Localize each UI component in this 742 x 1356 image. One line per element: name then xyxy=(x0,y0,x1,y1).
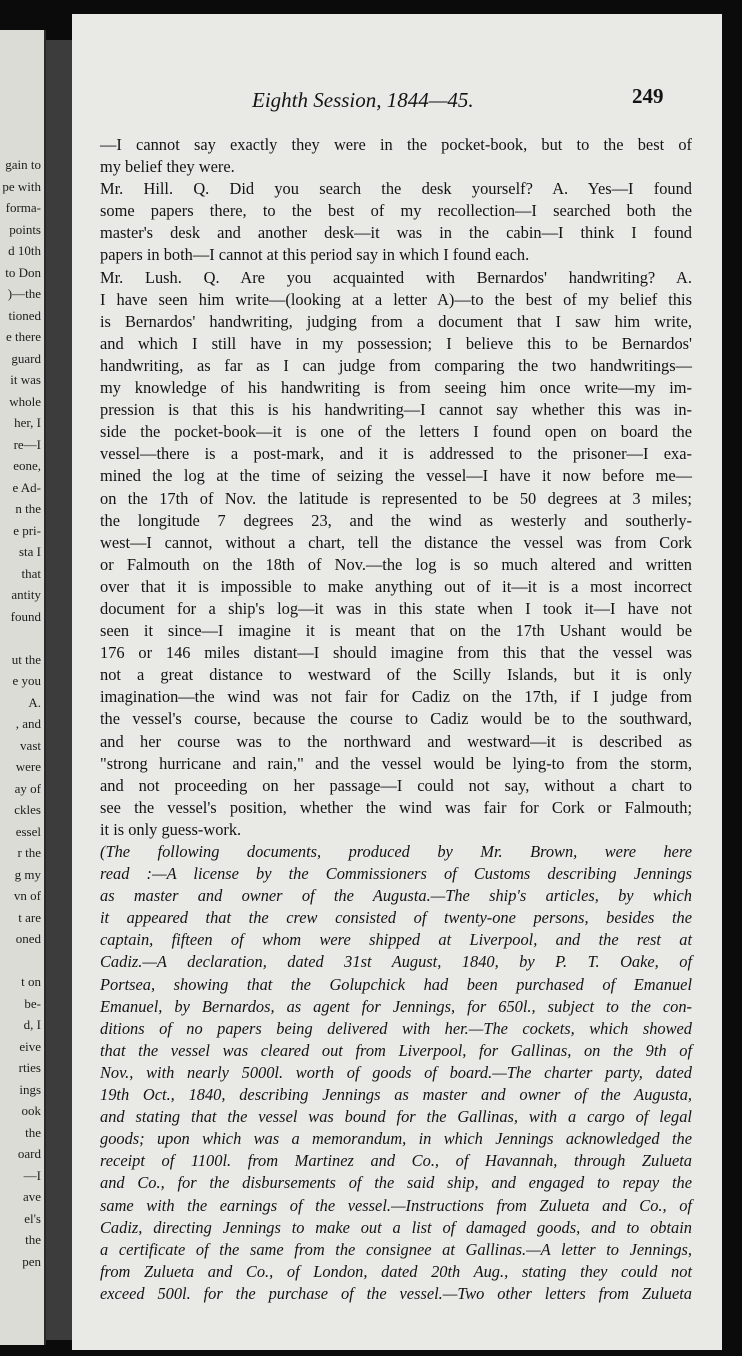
left-page-edge xyxy=(0,30,46,1345)
left-page-fragment: essel xyxy=(15,823,41,839)
left-page-fragment: re—I xyxy=(13,436,41,452)
text-line: exceed 500l. for the purchase of the vessel.—Two other letters from Zulueta xyxy=(100,1283,692,1303)
left-page-fragment: were xyxy=(15,759,41,774)
text-line: Mr. Lush. Q. Are you acquainted with Bernardos' handwriting? A. xyxy=(100,267,692,287)
text-line: seen it since—I imagine it is meant that on the 17th Ushant would be xyxy=(100,621,692,641)
left-page-fragment: be- xyxy=(24,995,41,1011)
text-line: master's desk and another desk—it was in the cabin—I think I found xyxy=(100,223,692,243)
left-page-fragment: gain to xyxy=(5,157,41,172)
left-page-fragment: ckles xyxy=(14,802,41,817)
text-line: it is only guess-work. xyxy=(100,819,242,839)
left-page-fragment: guard xyxy=(11,350,41,366)
text-line: some papers there, to the best of my recollection—I searched both the xyxy=(100,201,692,221)
left-page-fragment: A. xyxy=(28,694,41,710)
text-line: see the vessel's position, whether the wind was fair for Cork or Falmouth; xyxy=(100,797,692,817)
left-page-fragment: tioned xyxy=(8,307,41,323)
left-page-fragment: rties xyxy=(18,1060,41,1075)
left-page-fragment: e pri- xyxy=(13,522,41,538)
text-line: my knowledge of his handwriting is from seeing him once write—my im- xyxy=(100,378,692,398)
text-line: or Falmouth on the 18th of Nov.—the log is so much altered and written xyxy=(100,554,692,574)
left-page-fragment: e Ad- xyxy=(12,479,41,495)
text-line: is Bernardos' handwriting, judging from a document that I saw him write, xyxy=(100,311,692,331)
left-page-fragment: antity xyxy=(11,587,41,602)
text-line: read :—A license by the Commissioners of Customs describing Jennings xyxy=(100,864,692,884)
text-line: (The following documents, produced by Mr. Brown, were here xyxy=(100,842,692,861)
text-line: —I cannot say exactly they were in the pocket-book, but to the best of xyxy=(100,135,692,154)
left-page-fragment: the xyxy=(25,1232,41,1247)
left-page-fragment: oard xyxy=(17,1146,41,1161)
text-line: and which I still have in my possession; I believe this to be Bernardos' xyxy=(100,333,692,353)
text-line: and stating that the vessel was bound for the Gallinas, with a cargo of legal xyxy=(100,1107,692,1127)
left-page-fragment: d 10th xyxy=(8,243,41,258)
text-line: Portsea, showing that the Golupchick had been purchased of Emanuel xyxy=(100,974,692,994)
text-line: document for a ship's log—it was in this state when I took it—I have not xyxy=(100,598,692,618)
left-page-fragment: sta I xyxy=(18,544,41,559)
text-line: a certificate of the same from the consignee at Gallinas.—A letter to Jennings, xyxy=(100,1239,692,1259)
left-page-fragment: her, I xyxy=(14,415,41,430)
text-line: over that it is impossible to make anything out of it—it is a most incorrect xyxy=(100,576,692,596)
left-page-fragment: pen xyxy=(22,1253,41,1269)
text-line: Cadiz.—A declaration, dated 31st August, 1840, by P. T. Oake, of xyxy=(100,952,692,972)
page-header xyxy=(72,84,722,114)
left-page-fragment: e you xyxy=(12,673,41,688)
text-line: vessel—there is a post-mark, and it is addressed to the prisoner—I exa- xyxy=(100,444,692,464)
text-line: ditions of no papers being delivered with her.—The cockets, which showed xyxy=(100,1018,692,1038)
left-page-fragment: the xyxy=(25,1124,41,1140)
text-line: and Co., for the disbursements of the said ship, and engaged to repay the xyxy=(100,1173,692,1193)
text-line: west—I cannot, without a chart, tell the distance the vessel was from Cork xyxy=(100,532,692,552)
text-line: side the pocket-book—it is one of the letters I found open on board the xyxy=(100,422,692,442)
left-page-fragment: e there xyxy=(5,329,41,344)
left-page-fragment: ings xyxy=(19,1081,41,1097)
text-line: handwriting, as far as I can judge from comparing the two handwritings— xyxy=(100,355,692,375)
left-page-fragment: n the xyxy=(15,501,41,516)
page-number: 249 xyxy=(632,84,664,108)
text-line: and her course was to the northward and westward—it is described as xyxy=(100,731,692,751)
text-line: the longitude 7 degrees 23, and the wind as westerly and southerly- xyxy=(100,510,692,530)
left-page-fragment: oned xyxy=(15,931,41,946)
left-page-fragment: forma- xyxy=(5,200,41,215)
text-line: from Zulueta and Co., of London, dated 20th Aug., stating they could not xyxy=(100,1261,692,1281)
running-title: Eighth Session, 1844—45. xyxy=(252,88,474,112)
left-page-fragment: t on xyxy=(21,974,41,989)
text-line: mined the log at the time of seizing the vessel—I have it now before me— xyxy=(100,466,692,486)
text-line: 176 or 146 miles distant—I should imagine from this that the vessel was xyxy=(100,643,692,663)
body-text xyxy=(100,134,692,1305)
text-line: imagination—the wind was not fair for Cadiz on the 17th, if I judge from xyxy=(100,687,692,707)
left-page-fragment: —I xyxy=(23,1167,41,1183)
left-page-fragment: eone, xyxy=(13,458,41,473)
text-line: that the vessel was cleared out from Liverpool, for Gallinas, on the 9th of xyxy=(100,1040,692,1060)
book-page xyxy=(72,14,722,1350)
left-page-fragment: it was xyxy=(10,372,41,387)
text-line: Emanuel, by Bernardos, as agent for Jennings, for 650l., subject to the con- xyxy=(100,996,692,1016)
text-line: receipt of 1100l. from Martinez and Co., of Havannah, through Zulueta xyxy=(100,1151,692,1171)
text-line: Nov., with nearly 5000l. worth of goods of board.—The charter party, dated xyxy=(100,1062,692,1082)
text-line: Cadiz, directing Jennings to make out a list of damaged goods, and to obtain xyxy=(100,1217,692,1237)
text-line: on the 17th of Nov. the latitude is represented to be 50 degrees at 3 miles; xyxy=(100,488,692,508)
left-page-fragment: r the xyxy=(17,845,41,860)
text-line: I have seen him write—(looking at a letter A)—to the best of my belief this xyxy=(100,289,692,309)
left-page-fragment: )—the xyxy=(7,286,41,301)
left-page-fragment: g my xyxy=(14,866,41,882)
text-line: pression is that this is his handwriting—I cannot say whether this was in- xyxy=(100,400,692,420)
text-line: not a great distance to westward of the Scilly Islands, but it is only xyxy=(100,665,692,685)
text-line: captain, fifteen of whom were shipped at Liverpool, and the rest at xyxy=(100,930,692,950)
text-line: papers in both—I cannot at this period say in which I found each. xyxy=(100,245,530,265)
left-page-fragment: ave xyxy=(22,1189,41,1204)
left-page-fragment: d, I xyxy=(23,1017,41,1032)
left-page-fragment: found xyxy=(10,608,41,624)
left-page-fragment: el's xyxy=(24,1210,41,1226)
left-page-fragment: pe with xyxy=(2,178,41,194)
text-line: the vessel's course, because the course to Cadiz would be to the southward, xyxy=(100,709,692,729)
text-line: goods; upon which was a memorandum, in which Jennings acknowledged the xyxy=(100,1129,692,1149)
left-page-fragment: whole xyxy=(9,393,41,409)
left-page-fragment: ay of xyxy=(14,780,41,796)
left-page-fragment: ut the xyxy=(11,651,41,667)
text-line: 19th Oct., 1840, describing Jennings as master and owner of the Augusta, xyxy=(100,1085,692,1105)
text-line: Mr. Hill. Q. Did you search the desk yourself? A. Yes—I found xyxy=(100,179,692,199)
left-page-fragment: eive xyxy=(19,1038,41,1054)
text-line: it appeared that the crew consisted of twenty-one persons, besides the xyxy=(100,908,692,928)
book-gutter xyxy=(46,40,74,1340)
text-line: and not proceeding on her passage—I could not say, without a chart to xyxy=(100,775,692,795)
left-page-fragment: ook xyxy=(21,1103,41,1118)
left-page-fragment: that xyxy=(21,565,41,581)
text-line: "strong hurricane and rain," and the vessel would be lying-to from the storm, xyxy=(100,753,692,773)
text-line: my belief they were. xyxy=(100,157,235,177)
text-line: same with the earnings of the vessel.—Instructions from Zulueta and Co., of xyxy=(100,1195,692,1215)
left-page-fragment: , and xyxy=(15,716,41,731)
text-line: as master and owner of the Augusta.—The ship's articles, by which xyxy=(100,886,692,906)
left-page-fragment: vn of xyxy=(13,888,41,903)
left-page-fragment: points xyxy=(9,221,41,237)
left-page-fragment: vast xyxy=(20,737,41,753)
left-page-fragment: t are xyxy=(18,909,41,925)
left-page-fragment: to Don xyxy=(5,264,41,280)
